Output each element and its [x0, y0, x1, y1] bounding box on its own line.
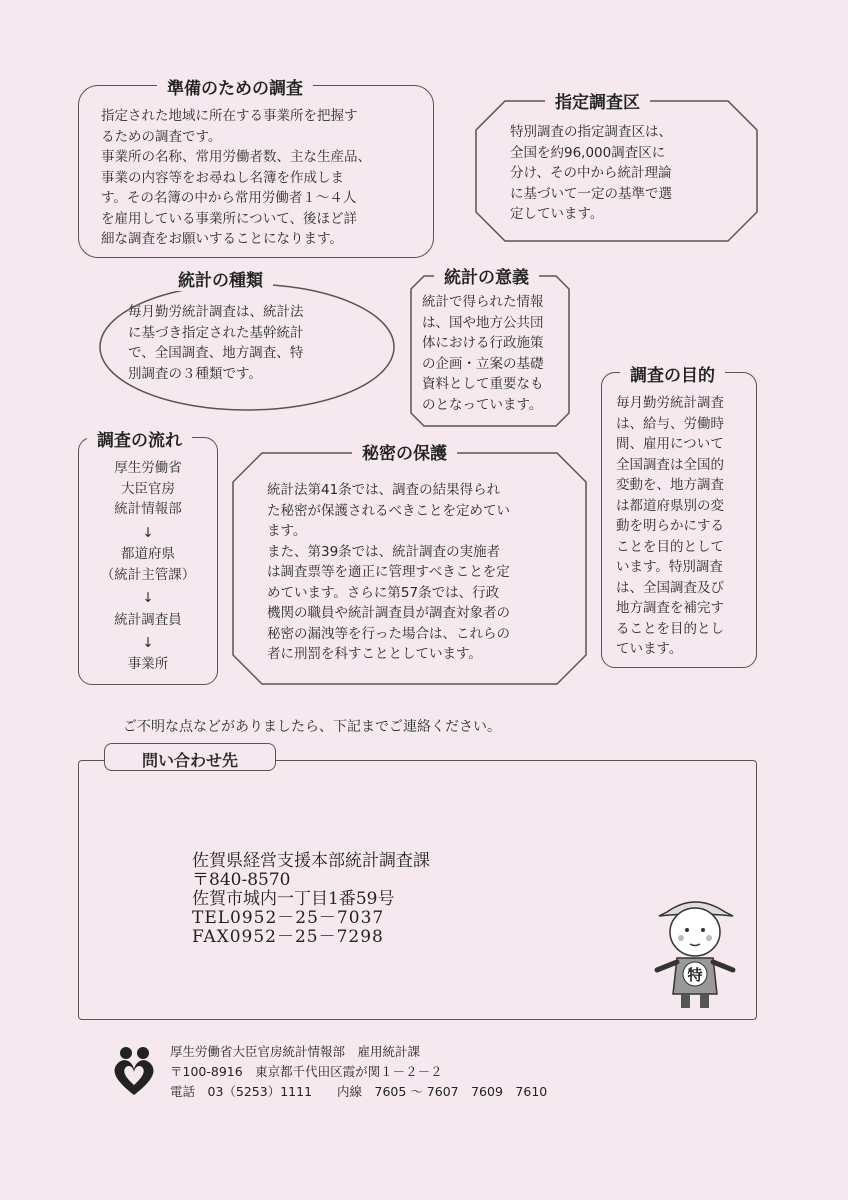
mascot-badge-label: 特 — [687, 966, 703, 984]
footer-address: 〒100-8916 東京都千代田区霞が関１－２－２ — [170, 1064, 443, 1079]
section-igi-body: 統計で得られた情報 は、国や地方公共団 体における行政施策 の企画・立案の基礎 資料として重要なも のとなっています。 — [422, 294, 544, 413]
section-shurui-box — [98, 271, 396, 412]
footer-org: 厚生労働省大臣官房統計情報部 雇用統計課 — [170, 1044, 421, 1059]
section-mokuteki-box — [601, 366, 757, 668]
ministry-logo-icon — [110, 1045, 158, 1097]
section-mokuteki-body: 毎月勤労統計調査 は、給与、労働時 間、雇用について 全国調査は全国的 変動を、地方調査 は都道府県別の変 動を明らかにする ことを目的として います。特別調査 は、全国調査及び 地方調査を補完す ることを目的とし ています。 — [616, 395, 724, 657]
section-shitei-title: 指定調査区 — [545, 88, 650, 113]
flow-arrow-1: ↓ — [142, 525, 154, 541]
section-igi-title: 統計の意義 — [434, 263, 539, 288]
section-himitsu-body: 統計法第41条では、調査の結果得られ た秘密が保護されるべきことを定めてい ます。 また、第39条では、統計調査の実施者 は調査票等を適正に管理すべきことを定 めています。さらに第57条では、行政 機関の職員や統計調査員が調査対象者の 秘密の漏洩等を行った場合は、これらの 者に刑罰を科すこととしています。 — [267, 482, 510, 662]
section-nagare-box — [78, 431, 218, 685]
section-junbi-box — [78, 79, 434, 258]
section-mokuteki-title: 調査の目的 — [620, 361, 725, 386]
contact-line-address: 佐賀市城内一丁目1番59号 — [192, 889, 395, 909]
flow-step-4: 事業所 — [127, 656, 169, 672]
mascot-illustration — [645, 894, 745, 1014]
flow-step-1: 厚生労働省 大臣官房 統計情報部 — [114, 460, 182, 517]
contact-line-fax: FAX0952－25－7298 — [192, 927, 384, 947]
section-himitsu-box — [232, 444, 587, 685]
section-shurui-title: 統計の種類 — [168, 266, 273, 291]
notice-text: ご不明な点などがありましたら、下記までご連絡ください。 — [123, 719, 501, 735]
footer-phone: 電話 03（5253）1111 内線 7605 ～ 7607 7609 7610 — [170, 1084, 548, 1099]
section-igi-box — [410, 268, 570, 427]
contact-line-postal: 〒840-8570 — [192, 870, 291, 890]
section-shitei-body: 特別調査の指定調査区は、 全国を約96,000調査区に 分け、その中から統計理論 に基づいて一定の基準で選 定しています。 — [510, 124, 672, 222]
section-himitsu-title: 秘密の保護 — [352, 439, 457, 464]
section-nagare-title: 調査の流れ — [87, 426, 192, 451]
contact-line-tel: TEL0952－25－7037 — [192, 908, 385, 928]
flow-arrow-3: ↓ — [142, 635, 154, 651]
section-junbi-title: 準備のための調査 — [157, 74, 313, 99]
flow-step-3: 統計調査員 — [114, 612, 182, 628]
flow-arrow-2: ↓ — [142, 590, 154, 606]
contact-line-org: 佐賀県経営支援本部統計調査課 — [192, 851, 430, 871]
contact-title-tab — [104, 743, 276, 771]
section-junbi-body: 指定された地域に所在する事業所を把握す るための調査です。 事業所の名称、常用労働者数、主な生産品、 事業の内容等をお尋ねし名簿を作成しま す。その名簿の中から常用労働者１～４人 を雇用している事業所について、後ほど詳 細な調査をお願いすることになります。 — [101, 108, 371, 247]
contact-title: 問い合わせ先 — [141, 751, 238, 770]
contact-box — [78, 751, 757, 1020]
section-shurui-body: 毎月勤労統計調査は、統計法 に基づき指定された基幹統計 で、全国調査、地方調査、特 別調査の３種類です。 — [128, 304, 304, 382]
flow-step-2: 都道府県 （統計主管課） — [100, 546, 196, 583]
section-shitei-box — [475, 93, 758, 242]
